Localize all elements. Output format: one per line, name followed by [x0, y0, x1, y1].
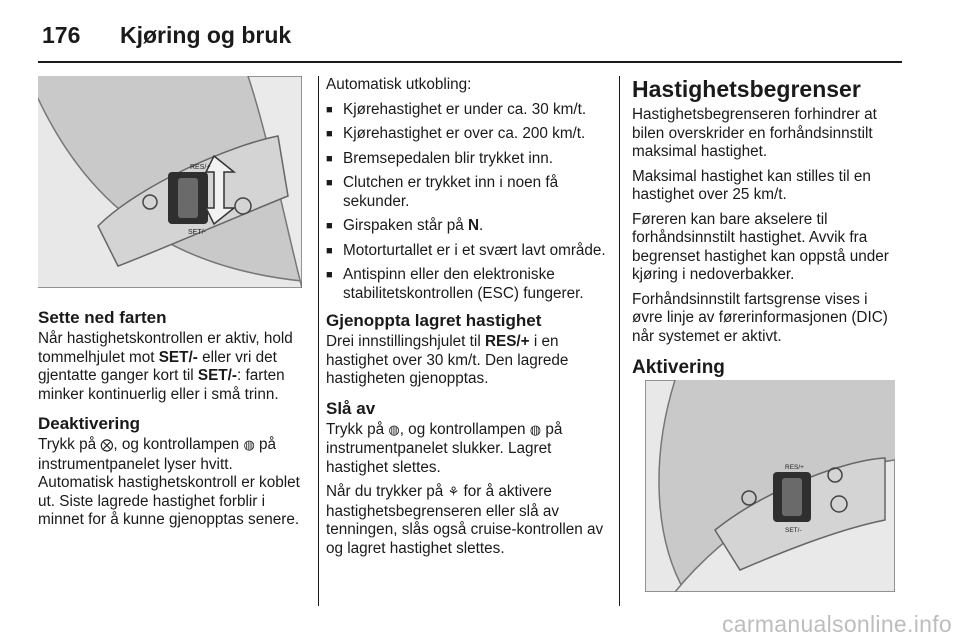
list-item: ■ Kjørehastighet er under ca. 30 km/t. [326, 101, 606, 120]
resume-text-a: Drei innstillingshjulet til [326, 333, 481, 350]
steering-wheel-image [38, 76, 302, 288]
list-item: ■ Bremsepedalen blir trykket inn. [326, 150, 606, 169]
gear-n: N [467, 217, 480, 234]
column-divider [619, 76, 620, 606]
off2-text-a: Når du trykker på [326, 483, 444, 500]
set-label: SET/- [785, 527, 802, 534]
heading-speed-limiter: Hastighetsbegrenser [632, 76, 861, 102]
list-item: ■ Antispinn eller den elektroniske stabilitetskontrollen (ESC) fungerer. [326, 266, 606, 303]
page-number: 176 [42, 22, 81, 48]
set-label-bold-2: SET/- [197, 367, 237, 384]
set-label-bold: SET/- [158, 348, 198, 366]
limiter-p3: Føreren kan bare akselere til forhåndsinnstilt hastighet. Avvik fra begrenset hastighet kan oppstå under kjøring i nedoverbakker. [632, 210, 889, 283]
list-item: ■ Clutchen er trykket inn i noen få sekunder. [326, 174, 606, 211]
list-item: ■ Motorturtallet er i et svært lavt område. [326, 242, 606, 261]
watermark: carmanualsonline.info [721, 611, 952, 637]
cruise-lamp-icon: ◍ [529, 422, 542, 438]
set-text-b: eller vri det gjentatte ganger kort til [38, 348, 277, 384]
speed-limiter-icon: ⚘ [447, 485, 460, 500]
steering-wheel-limiter-illustration [645, 380, 895, 592]
cruise-lamp-icon: ◍ [243, 438, 255, 453]
off-text-a: Trykk på [326, 420, 385, 438]
off-text-b: , og kontrollampen [399, 420, 526, 438]
set-text-a: Når hastighetskontrollen er aktiv, hold tommelhjulet mot [38, 330, 293, 366]
res-label: RES/+ [785, 464, 804, 471]
column-divider [318, 76, 319, 606]
res-label: RES/+ [190, 164, 211, 171]
limiter-p4: Forhåndsinnstilt fartsgrense vises i øvre linje av førerinformasjonen (DIC) når systemet er aktivt. [632, 290, 888, 345]
heading-deactivation: Deaktivering [38, 414, 141, 433]
header-rule [38, 61, 902, 63]
deact-text-c: på instrumentpanelet lyser hvitt. Automatisk hastighetskontroll er koblet ut. Siste lagrede hastighet forblir i minnet for å kunne gjenopptas senere. [38, 436, 300, 528]
cruise-cancel-icon: ⨂ [100, 438, 114, 453]
auto-off-list [326, 101, 606, 304]
steering-wheel-controls-illustration [38, 76, 302, 288]
page-header [36, 14, 924, 54]
set-text-c: : farten minker kontinuerlig eller i små trinn. [38, 367, 285, 403]
steering-wheel-image-2 [645, 380, 895, 592]
heading-off: Slå av [326, 398, 376, 418]
list-item: ■ Kjørehastighet er over ca. 200 km/t. [326, 125, 606, 144]
deact-text-b: , og kontrollampen [113, 436, 240, 453]
limiter-p2: Maksimal hastighet kan stilles til en hastighet over 25 km/t. [632, 167, 871, 203]
cruise-lamp-icon: ◍ [388, 422, 400, 438]
auto-off-label: Automatisk utkobling: [326, 76, 472, 93]
page-title: Kjøring og bruk [120, 22, 292, 48]
res-bold: RES/+ [484, 333, 530, 350]
heading-activation: Aktivering [632, 357, 725, 378]
heading-resume: Gjenoppta lagret hastighet [326, 311, 542, 330]
gear-text: Girspaken står på [343, 217, 464, 234]
resume-text-b: i en hastighet over 30 km/t. Den lagrede hastigheten gjenopptas. [326, 333, 569, 387]
limiter-p1: Hastighetsbegrenseren forhindrer at bilen overskrider en forhåndsinnstilt maksimal hastighet. [632, 106, 877, 160]
off-text-c: på instrumentpanelet slukker. Lagret hastighet slettes. [326, 420, 563, 476]
deact-text-a: Trykk på [38, 436, 97, 453]
set-label: SET/- [188, 229, 206, 236]
off2-text-b: for å aktivere hastighetsbegrenseren eller slå av tenningen, slås også cruise-kontrollen av og lagret hastighet slettes. [326, 483, 604, 557]
heading-set-speed: Sette ned farten [38, 308, 167, 327]
list-item: ■ Girspaken står på N. [326, 217, 606, 236]
